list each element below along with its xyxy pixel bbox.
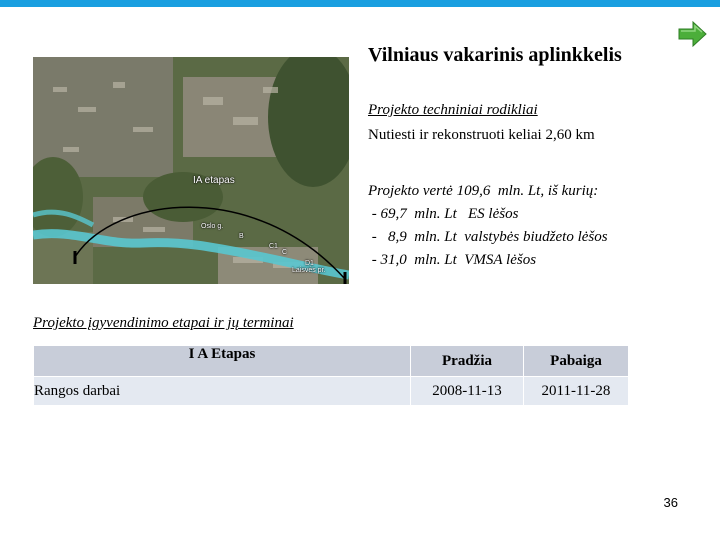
map-label-stage: IA etapas (193, 175, 235, 186)
table-header: Pabaiga (524, 346, 629, 377)
technical-params-heading: Projekto techniniai rodikliai (368, 102, 538, 118)
table-header: I A Etapas (34, 346, 411, 377)
top-accent-bar (0, 0, 720, 7)
stages-table (33, 345, 629, 406)
table-cell: Rangos darbai (34, 377, 411, 406)
table-row (34, 377, 629, 406)
table-header: Pradžia (411, 346, 524, 377)
project-value-line: Projekto vertė 109,6 mln. Lt, iš kurių: (368, 183, 599, 199)
funding-vmsa-line: - 31,0 mln. Lt VMSA lėšos (368, 252, 537, 268)
map-label-laisves: Laisvės pr. (292, 267, 326, 274)
table-cell: 2011-11-28 (524, 377, 629, 406)
map-label-oslo: Oslo g. (201, 223, 224, 230)
table-header-row (34, 346, 629, 377)
table-cell: 2008-11-13 (411, 377, 524, 406)
aerial-map (33, 57, 349, 284)
stages-heading: Projekto įgyvendinimo etapai ir jų terminai (33, 315, 294, 331)
page-number: 36 (663, 495, 678, 510)
slide-title: Vilniaus vakarinis aplinkkelis (368, 44, 622, 66)
project-value-block (368, 180, 713, 272)
funding-state-line: - 8,9 mln. Lt valstybės biudžeto lėšos (368, 229, 608, 245)
map-label-c: C (282, 249, 288, 256)
map-label-d1: D1 (305, 260, 314, 267)
map-label-b: B (239, 233, 244, 240)
map-label-c1: C1 (269, 243, 278, 250)
funding-eu-line: - 69,7 mln. Lt ES lėšos (368, 206, 519, 222)
roads-length-text: Nutiesti ir rekonstruoti keliai 2,60 km (368, 127, 595, 143)
